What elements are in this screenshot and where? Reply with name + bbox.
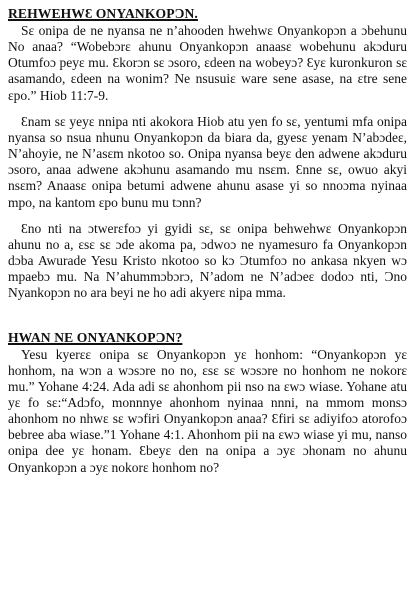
paragraph: Ɛno nti na ɔtwerɛfoɔ yi gyidi sɛ, sɛ onipa behwehwɛ Onyankopɔn ahunu no a, ɛsɛ sɛ ɔde akoma pa, ɔdwoɔ ne nyamesuro fa Onyankopɔn dɔba Awurade Yesu Kristo nkotoo so kɔ Ɔtumfoɔ no ankasa nkyen wɔ mpaebɔ mu. Na N’ahummɔbɔrɔ, N’adom ne N’adɔeɛ dodoɔ nti, Ɔno Nyankopɔn no ara beyi ne ho adi akyerɛ nipa mma.	[8, 220, 407, 301]
section-heading: REHWEHWƐ ONYANKOPƆN.	[8, 6, 198, 21]
paragraph: Yesu kyerɛɛ onipa sɛ Onyankopɔn yɛ honhom: “Onyankopɔn yɛ honhom, na wɔn a wɔsɔre no no, ɛsɛ sɛ wɔsɔre no honhom ne nokorɛ mu.” Yohane 4:24. Ada adi sɛ ahonhom pii nso na ɛwɔ wiase. Yohane atu yɛ fo sɛ:“Adɔfo, monnnye ahonhom nyinaa nnni, na mmom monsɔ ahonhom no nhwɛ sɛ wɔfiri Onyankopɔn anaa? Ɛfiri sɛ adiyifoɔ atorofoɔ bebree aba wiase.”1 Yohane 4:1. Ahonhom pii na ɛwɔ wiase yi mu, nanso onipa dee yɛ honam. Ɛbeyɛ den na onipa a ɔyɛ ɔhonam no ahunu Onyankopɔn a ɔyɛ nokorɛ honhom no?	[8, 346, 407, 475]
section-rehwehwe	[8, 6, 407, 302]
section-hwan-ne-onyankopon	[8, 330, 407, 476]
section-heading: HWAN NE ONYANKOPƆN?	[8, 329, 183, 345]
paragraph: Ɛnam sɛ yeyɛ nnipa nti akokora Hiob atu yen fo sɛ, yentumi mfa onipa nyansa so nsua nhunu Onyankopɔn da biara da, gyesɛ yenam N’abɔdeɛ, N’ahoyie, ne N’asɛm nkotoo so. Onipa nyansa beyɛ den adwene akɔduru ɔsoro, anaa adwene akɔhunu asamando mu nsɛm. Ɛnne sɛ, owuo akyi nsɛm? Anaasɛ onipa betumi adwene ahunu asase yi so nnoɔma nyinaa mpo, na kantom ɛpo bunu mu tɔnn?	[8, 113, 407, 210]
paragraph: Sɛ onipa de ne nyansa ne n’ahooden hwehwɛ Onyankopɔn a ɔbehunu No anaa? “Wobebɔrɛ ahunu Onyankopɔn anaasɛ wobehunu akɔduru Otumfoɔ peyɛ mu. Ɛkorɔn sɛ ɔsoro, ɛdeen na wobeyɔ? Ɛyɛ kuronkuron sɛ asamando, ɛdeen na wonim? Ne nsusuiɛ ware sene asase, na ɛtre sene ɛpo.” Hiob 11:7-9.	[8, 23, 407, 103]
